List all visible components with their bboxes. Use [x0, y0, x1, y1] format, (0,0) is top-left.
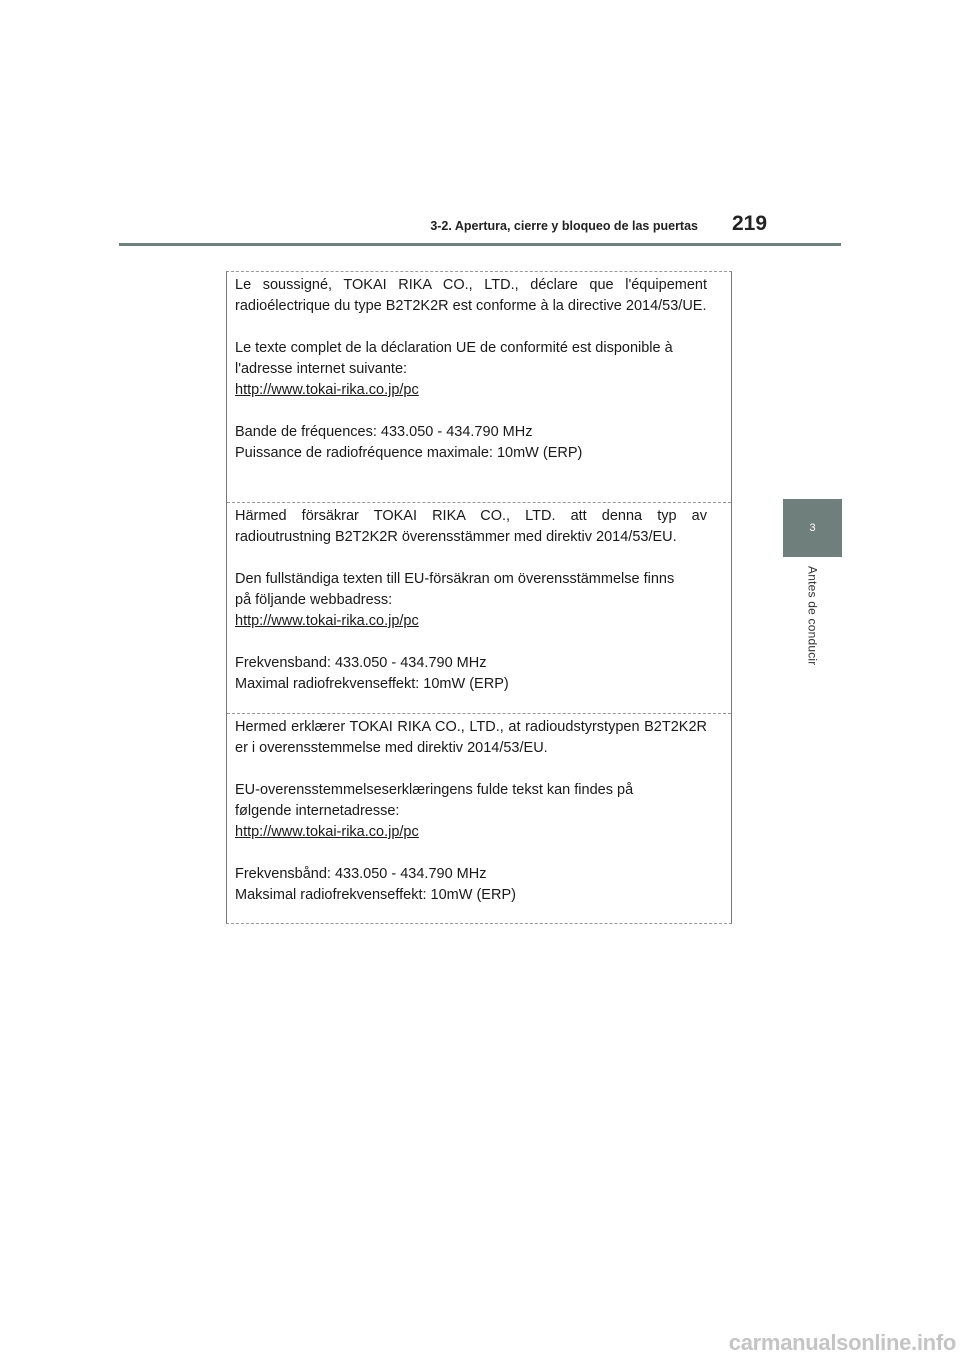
declaration-text: Le soussigné, TOKAI RIKA CO., LTD., déclare que l'équipement radioélectrique du type B2T2K2R est conforme à la directive 2014/53/UE. [235, 277, 707, 314]
declaration-url-link[interactable]: http://www.tokai-rika.co.jp/pc [235, 382, 419, 398]
running-header-section-title: 3-2. Apertura, cierre y bloqueo de las puertas [430, 219, 698, 233]
declaration-section-danish [227, 713, 731, 923]
declaration-info-line: på följande webbadress: [235, 592, 393, 608]
declaration-text: Härmed försäkrar TOKAI RIKA CO., LTD. att denna typ av radioutrustning B2T2K2R överensstämmer med direktiv 2014/53/EU. [235, 508, 707, 545]
declaration-section-french [227, 272, 731, 502]
chapter-tab [783, 499, 842, 557]
declaration-box [226, 271, 732, 924]
frequency-band-text: Frekvensband: 433.050 - 434.790 MHz [235, 655, 487, 671]
chapter-number: 3 [809, 522, 816, 534]
declaration-url-link[interactable]: http://www.tokai-rika.co.jp/pc [235, 824, 419, 840]
max-power-text: Puissance de radiofréquence maximale: 10mW (ERP) [235, 445, 583, 461]
declaration-section-swedish [227, 502, 731, 713]
declaration-url-link[interactable]: http://www.tokai-rika.co.jp/pc [235, 613, 419, 629]
declaration-info-line: EU-overensstemmelseserklæringens fulde tekst kan findes på [235, 782, 634, 798]
page-number: 219 [732, 212, 768, 235]
declaration-info-line: Le texte complet de la déclaration UE de conformité est disponible à [235, 340, 673, 356]
chapter-label-container [783, 566, 842, 686]
frequency-band-text: Bande de fréquences: 433.050 - 434.790 MHz [235, 424, 533, 440]
frequency-band-text: Frekvensbånd: 433.050 - 434.790 MHz [235, 866, 487, 882]
declaration-text: Hermed erklærer TOKAI RIKA CO., LTD., at radioudstyrstypen B2T2K2R er i overensstemmelse med direktiv 2014/53/EU. [235, 719, 707, 756]
header-rule [119, 243, 841, 246]
declaration-info-line: følgende internetadresse: [235, 803, 400, 819]
declaration-info-line: Den fullständiga texten till EU-försäkran om överensstämmelse finns [235, 571, 675, 587]
chapter-label: Antes de conducir [805, 566, 820, 666]
max-power-text: Maximal radiofrekvenseffekt: 10mW (ERP) [235, 676, 509, 692]
declaration-info-line: l'adresse internet suivante: [235, 361, 408, 377]
max-power-text: Maksimal radiofrekvenseffekt: 10mW (ERP) [235, 887, 516, 903]
watermark-text: carmanualsonline.info [728, 1330, 956, 1355]
